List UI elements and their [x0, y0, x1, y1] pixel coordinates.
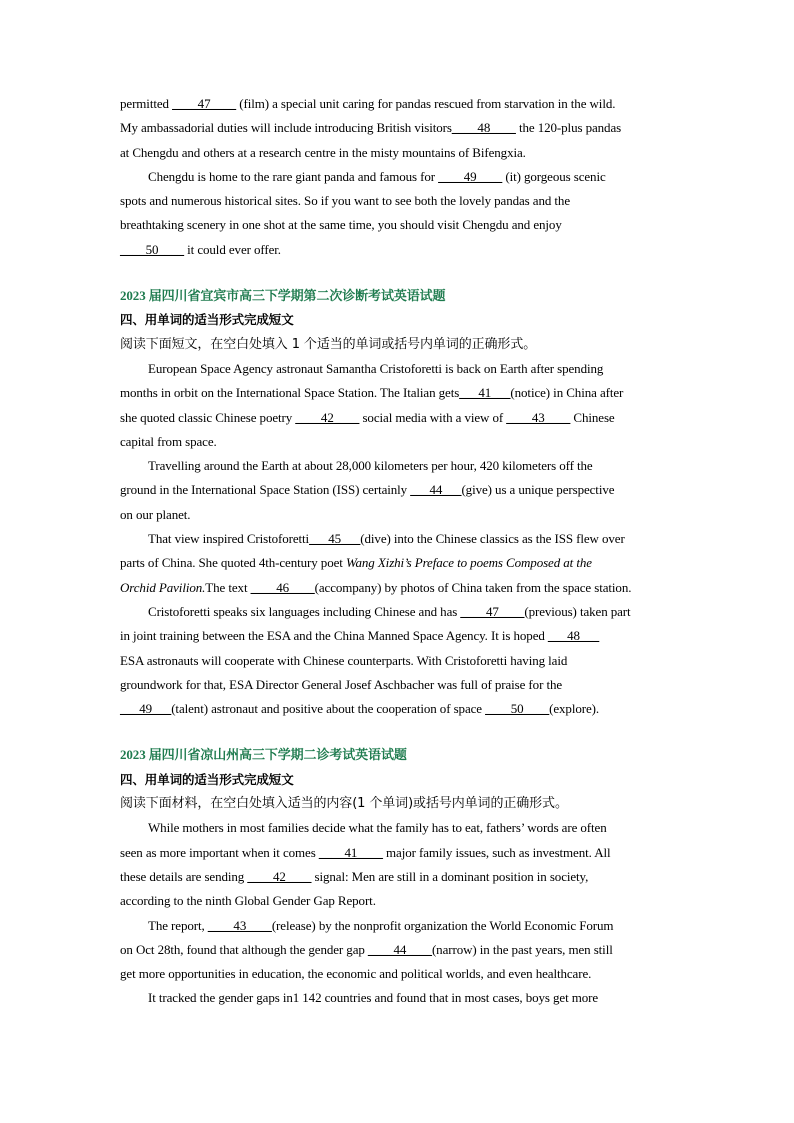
text: signal: Men are still in a dominant position in society, [311, 868, 589, 884]
blank-50: ____50____ [120, 241, 185, 257]
text: months in orbit on the International Space Station. The Italian gets [120, 385, 460, 401]
exam-title: 2023 届四川省宜宾市高三下学期第二次诊断考试英语试题 [120, 288, 446, 304]
text: social media with a view of [359, 409, 507, 425]
text-line [120, 624, 680, 648]
text-line: according to the ninth Global Gender Gap Report. [120, 893, 376, 909]
text: she quoted classic Chinese poetry [120, 409, 296, 425]
text: (accompany) by photos of China taken from the space station. [314, 579, 632, 595]
text: (previous) taken part [524, 603, 631, 619]
italic-title: Wang Xizhi’s Preface to poems Composed at the [345, 555, 592, 571]
exam-title: 2023 届四川省凉山州高三下学期二诊考试英语试题 [120, 747, 407, 763]
blank-47: ____47____ [172, 96, 237, 111]
text: ground in the International Space Station (ISS) certainly [120, 482, 411, 498]
blank-48: ___48___ [547, 628, 600, 644]
text: The report, [148, 917, 208, 933]
instructions: 阅读下面材料，在空白处填入适当的内容(1 个单词)或括号内单词的正确形式。 [120, 796, 568, 812]
text: (talent) astronaut and positive about the cooperation of space [171, 701, 486, 717]
document-page [120, 92, 680, 1011]
text: these details are sending [120, 868, 248, 884]
text-line [120, 600, 680, 624]
blank-42: ____42____ [295, 409, 360, 425]
text-line: ESA astronauts will cooperate with Chinese counterparts. With Cristoforetti having laid [120, 652, 568, 668]
text-line [120, 938, 680, 962]
blank-43: ____43____ [506, 409, 571, 425]
text: (film) a special unit caring for pandas rescued from starvation in the wild. [236, 96, 616, 111]
section-title: 四、用单词的适当形式完成短文 [120, 771, 294, 787]
text: Chengdu is home to the rare giant panda and famous for [148, 168, 439, 184]
text: That view inspired Cristoforetti [148, 531, 310, 547]
blank-49: ___49___ [120, 701, 172, 717]
blank-45: ___45___ [309, 531, 361, 547]
italic-title: Orchid Pavilion. [120, 579, 206, 595]
instructions: 阅读下面短文，在空白处填入 1 个适当的单词或括号内单词的正确形式。 [120, 336, 537, 352]
blank-48: ____48____ [451, 120, 516, 136]
text-line [120, 165, 680, 189]
section-title: 四、用单词的适当形式完成短文 [120, 312, 294, 328]
text: it could ever offer. [184, 241, 281, 257]
text: permitted [120, 96, 173, 111]
text-line [120, 92, 680, 116]
blank-46: ____46____ [250, 579, 315, 595]
text: the 120-plus pandas [515, 120, 622, 136]
text: The text [205, 579, 251, 595]
text-line [120, 406, 680, 430]
text: seen as more important when it comes [120, 844, 319, 860]
blank-50: ____50____ [485, 701, 550, 717]
text-line [120, 697, 680, 721]
text: (notice) in China after [510, 385, 624, 401]
text-line [120, 551, 680, 575]
text-line: get more opportunities in education, the economic and political worlds, and even healthcare. [120, 966, 592, 982]
blank-44: ____44____ [367, 941, 432, 957]
blank-47: ____47____ [460, 603, 525, 619]
text: (give) us a unique perspective [461, 482, 615, 498]
text-line [120, 576, 680, 600]
text-line: at Chengdu and others at a research centre in the misty mountains of Bifengxia. [120, 144, 526, 160]
blank-49: ____49____ [438, 168, 503, 184]
text: My ambassadorial duties will include introducing British visitors [120, 120, 452, 136]
text-line [120, 841, 680, 865]
blank-43: ____43____ [207, 917, 272, 933]
text-line: spots and numerous historical sites. So if you want to see both the lovely pandas and the [120, 193, 570, 209]
text-line [120, 116, 680, 140]
text: (dive) into the Chinese classics as the ISS flew over [360, 531, 625, 547]
text-line [120, 478, 680, 502]
text-line: It tracked the gender gaps in1 142 countries and found that in most cases, boys get more [148, 990, 599, 1006]
text: Chinese [570, 409, 615, 425]
text: parts of China. She quoted 4th-century poet [120, 555, 346, 571]
text-line: Travelling around the Earth at about 28,000 kilometers per hour, 420 kilometers off the [148, 458, 593, 474]
text: (it) gorgeous scenic [502, 168, 606, 184]
text: (narrow) in the past years, men still [431, 941, 613, 957]
text: Cristoforetti speaks six languages including Chinese and has [148, 603, 461, 619]
text: (release) by the nonprofit organization the World Economic Forum [271, 917, 614, 933]
text: (explore). [549, 701, 600, 717]
text-line [120, 527, 680, 551]
text-line [120, 914, 680, 938]
text-line: While mothers in most families decide what the family has to eat, fathers’ words are often [148, 820, 607, 836]
text-line [120, 381, 680, 405]
text-line: capital from space. [120, 433, 217, 449]
text: on Oct 28th, found that although the gender gap [120, 941, 368, 957]
text: in joint training between the ESA and the China Manned Space Agency. It is hoped [120, 628, 548, 644]
blank-42: ____42____ [247, 868, 312, 884]
blank-41: ___41___ [459, 385, 511, 401]
blank-44: ___44___ [410, 482, 462, 498]
text-line: on our planet. [120, 506, 191, 522]
text-line [120, 865, 680, 889]
text-line: breathtaking scenery in one shot at the same time, you should visit Chengdu and enjoy [120, 217, 562, 233]
text-line: groundwork for that, ESA Director General Josef Aschbacher was full of praise for the [120, 676, 563, 692]
blank-41: ____41____ [318, 844, 383, 860]
text: major family issues, such as investment. All [382, 844, 611, 860]
text-line [120, 238, 680, 262]
text-line: European Space Agency astronaut Samantha Cristoforetti is back on Earth after spending [148, 360, 604, 376]
